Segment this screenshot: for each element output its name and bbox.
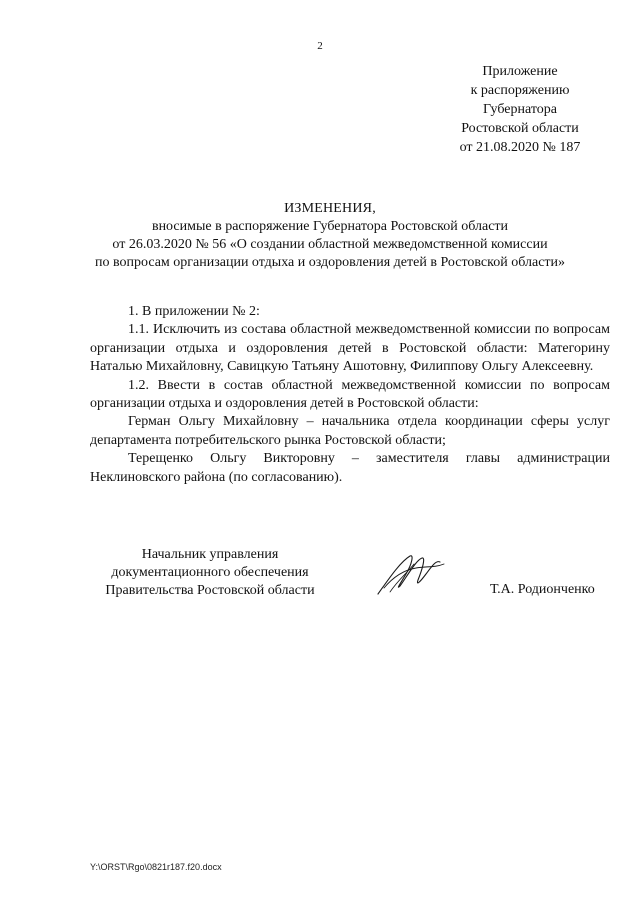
- document-body: [90, 303, 610, 487]
- file-path: Y:\ORST\Rgo\0821r187.f20.docx: [90, 862, 222, 872]
- position-line: Правительства Ростовской области: [105, 583, 315, 598]
- position-line: Начальник управления: [141, 547, 279, 562]
- title-heading: ИЗМЕНЕНИЯ,: [284, 201, 376, 216]
- paragraph-item-1: 1. В приложении № 2:: [128, 304, 260, 319]
- appendix-line: к распоряжению: [470, 83, 570, 98]
- handwritten-signature: [370, 550, 450, 600]
- position-line: документационного обеспечения: [111, 565, 309, 580]
- paragraph-item-1-2: 1.2. Ввести в состав областной межведомственной комиссии по вопросам организации отдыха и оздоровления детей в Ростовской области:: [90, 377, 610, 412]
- paragraph-item-1-1: 1.1. Исключить из состава областной межведомственной комиссии по вопросам организации отдыха и оздоровления детей в Ростовской области: Матегорину Наталью Михайловну, Савицкую Татьяну Ашотовну, Филиппову Ольгу Алексеевну.: [90, 322, 610, 375]
- appendix-line: Приложение: [482, 64, 558, 79]
- title-line: вносимые в распоряжение Губернатора Ростовской области: [151, 219, 509, 234]
- signer-position: [90, 546, 330, 600]
- paragraph-member-1: Герман Ольгу Михайловну – начальника отдела координации сферы услуг департамента потребительского рынка Ростовской области;: [90, 414, 610, 448]
- title-line: по вопросам организации отдыха и оздоровления детей в Ростовской области»: [94, 255, 566, 270]
- title-line: от 26.03.2020 № 56 «О создании областной межведомственной комиссии: [112, 237, 548, 252]
- appendix-line: Ростовской области: [461, 121, 579, 136]
- page-number: 2: [317, 40, 323, 52]
- appendix-line: Губернатора: [482, 102, 558, 117]
- document-title: [60, 200, 600, 272]
- appendix-reference: [440, 62, 600, 157]
- paragraph-member-2: Терещенко Ольгу Викторовну – заместителя главы администрации Неклиновского района (по согласованию).: [90, 451, 610, 485]
- appendix-date-number: от 21.08.2020 № 187: [459, 140, 581, 155]
- signer-name: Т.А. Родионченко: [490, 582, 595, 597]
